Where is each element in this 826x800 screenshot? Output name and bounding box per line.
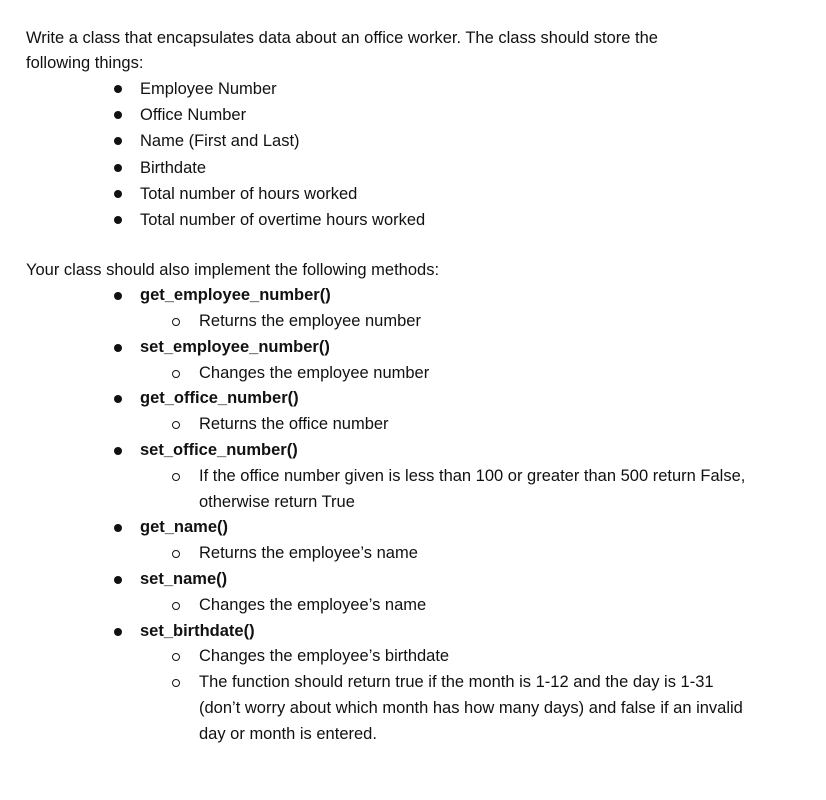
method-detail [140,593,806,619]
field-item: Name (First and Last) [26,128,806,154]
method-detail [140,412,806,438]
method-detail-text: Changes the employee number [199,363,430,382]
method-item [26,335,806,387]
method-details [140,309,806,335]
fields-list [26,76,806,233]
method-detail-text: Returns the employee’s name [199,544,418,563]
field-item: Total number of overtime hours worked [26,207,806,233]
method-name: set_name() [140,569,228,588]
spacer [26,233,806,258]
method-item [26,515,806,567]
method-name: get_office_number() [140,389,299,408]
method-item [26,619,806,748]
method-detail [140,670,806,747]
method-detail [140,541,806,567]
method-details [140,412,806,438]
method-name: set_employee_number() [140,337,330,356]
method-detail-text: Returns the office number [199,415,389,434]
method-detail [140,644,806,670]
method-name: get_employee_number() [140,286,331,305]
method-item [26,567,806,619]
method-details [140,361,806,387]
method-detail-text: Returns the employee number [199,312,421,331]
methods-section [26,283,806,747]
field-item: Birthdate [26,155,806,181]
method-detail-text: Changes the employee’s name [199,595,427,614]
method-name: get_name() [140,518,229,537]
field-item: Total number of hours worked [26,181,806,207]
method-details [140,593,806,619]
method-details [140,541,806,567]
method-name: set_office_number() [140,441,298,459]
field-item: Office Number [26,102,806,128]
method-detail-text: If the office number given is less than 100 or greater than 500 return False, otherwise return True [199,466,746,511]
method-detail-text: The function should return true if the month is 1-12 and the day is 1-31 (don’t worry about which month has how many days) and false if an invalid day or month is entered. [199,673,743,743]
methods-intro-paragraph: Your class should also implement the following methods: [26,261,440,280]
method-detail [140,361,806,387]
method-details [140,644,806,747]
method-detail-text: Changes the employee’s birthdate [199,647,450,666]
method-details [140,464,806,516]
method-item [26,386,806,438]
intro-paragraph: Write a class that encapsulates data about an office worker. The class should store the following things: [26,29,658,72]
method-item [26,283,806,335]
document-body [26,26,806,748]
method-name: set_birthdate() [140,621,255,640]
field-item: Employee Number [26,76,806,102]
methods-list [26,283,806,747]
method-item [26,438,806,515]
method-detail [140,464,806,516]
method-detail [140,309,806,335]
